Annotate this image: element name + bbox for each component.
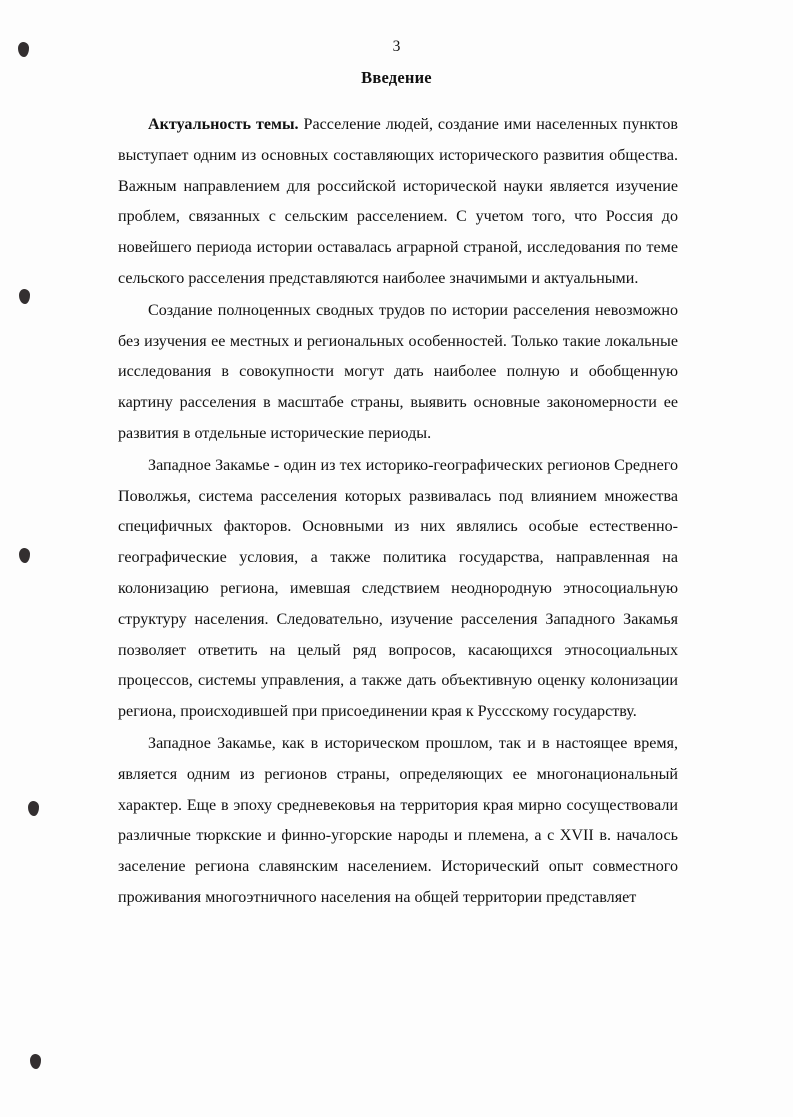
paragraph [118, 451, 678, 728]
paragraph-text: Западное Закамье, как в историческом прошлом, так и в настоящее время, является одним из регионов страны, определяющих ее многонациональный характер. Еще в эпоху средневековья на территория края мирно сосуществовали различные тюркские и финно-угорские народы и племена, а с XVII в. началось заселение региона славянским населением. Исторический опыт совместного проживания многоэтничного населения на общей территории представляет [118, 734, 678, 906]
binding-mark-icon [19, 548, 30, 563]
page-title: Введение [361, 68, 432, 87]
binding-mark-icon [28, 801, 39, 816]
paragraph-lead: Актуальность темы. [148, 116, 299, 133]
page-number: 3 [392, 38, 401, 55]
paragraph [118, 729, 678, 914]
paragraph-text: Создание полноценных сводных трудов по истории расселения невозможно без изучения ее местных и региональных особенностей. Только такие локальные исследования в совокупности могут дать наиболее полную и обобщенную картину расселения в масштабе страны, выявить основные закономерности ее развития в отдельные исторические периоды. [118, 301, 678, 442]
body-text [118, 110, 678, 915]
paragraph-text: Западное Закамье - один из тех историко-географических регионов Среднего Поволжья, система расселения которых развивалась под влиянием множества специфичных факторов. Основными из них являлись особые естественно-географические условия, а также политика государства, направленная на колонизацию региона, имевшая следствием неоднородную этносоциальную структуру населения. Следовательно, изучение расселения Западного Закамья позволяет ответить на целый ряд вопросов, касающихся этносоциальных процессов, системы управления, а также дать объективную оценку колонизации региона, происходившей при присоединении края к Руссскому государству. [118, 456, 678, 721]
paragraph [118, 110, 678, 295]
binding-mark-icon [19, 289, 30, 304]
paragraph [118, 296, 678, 450]
paragraph-text: Расселение людей, создание ими населенных пунктов выступает одним из основных составляющих исторического развития общества. Важным направлением для российской исторической науки является изучение проблем, связанных с сельским расселением. С учетом того, что Россия до новейшего периода истории оставалась аграрной страной, исследования по теме сельского расселения представляются наиболее значимыми и актуальными. [118, 116, 678, 287]
binding-marks-column [0, 0, 60, 1117]
binding-mark-icon [30, 1054, 41, 1069]
